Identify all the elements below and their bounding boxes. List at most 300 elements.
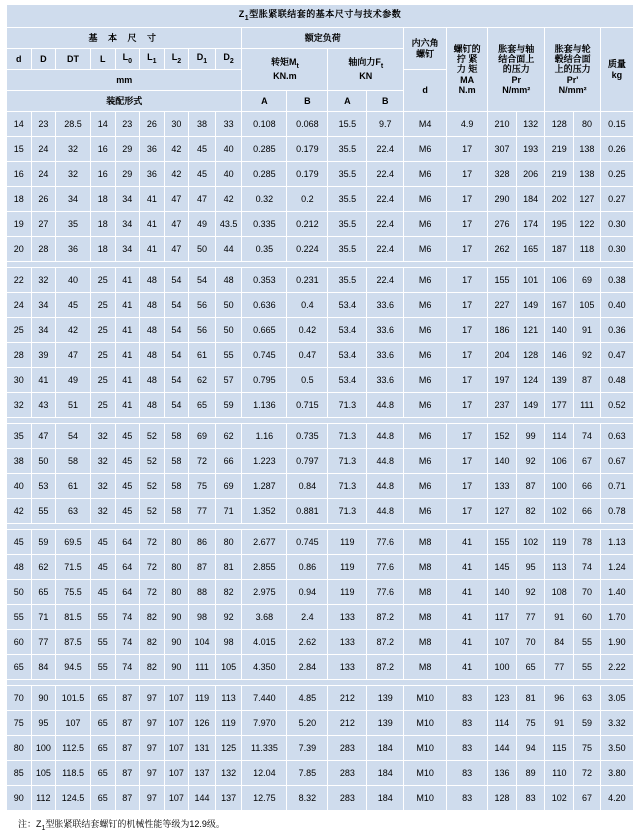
table-cell: 0.745: [242, 343, 287, 368]
table-cell: 58: [164, 474, 189, 499]
table-cell: 7.970: [242, 711, 287, 736]
table-cell: 0.52: [600, 393, 633, 418]
table-cell: M6: [404, 318, 447, 343]
table-cell: 144: [488, 736, 517, 761]
table-cell: 23: [115, 112, 140, 137]
table-cell: 71.5: [56, 555, 91, 580]
table-cell: 0.94: [287, 580, 328, 605]
table-cell: 0.30: [600, 212, 633, 237]
table-cell: 0.068: [287, 112, 328, 137]
table-cell: 38: [189, 112, 216, 137]
table-cell: 54: [164, 268, 189, 293]
table-cell: 78: [574, 530, 601, 555]
table-cell: 92: [215, 605, 242, 630]
table-cell: 1.40: [600, 580, 633, 605]
table-cell: 1.70: [600, 605, 633, 630]
table-cell: 74: [115, 630, 140, 655]
table-cell: 145: [488, 555, 517, 580]
table-cell: 54: [189, 268, 216, 293]
table-cell: 102: [545, 786, 574, 811]
table-row: [7, 212, 634, 237]
table-cell: 0.2: [287, 187, 328, 212]
table-cell: 127: [574, 187, 601, 212]
table-cell: 0.78: [600, 499, 633, 524]
table-cell: 77: [31, 630, 56, 655]
table-cell: 92: [574, 343, 601, 368]
table-cell: 29: [115, 137, 140, 162]
table-cell: 107: [164, 736, 189, 761]
table-cell: 28: [31, 237, 56, 262]
table-cell: 12.75: [242, 786, 287, 811]
table-cell: 18: [90, 187, 115, 212]
table-cell: 0.35: [242, 237, 287, 262]
table-cell: M8: [404, 555, 447, 580]
table-cell: 48: [140, 318, 165, 343]
table-cell: 35.5: [328, 187, 367, 212]
table-cell: 3.80: [600, 761, 633, 786]
table-cell: 283: [328, 736, 367, 761]
table-cell: 22.4: [367, 237, 404, 262]
table-cell: 77: [516, 605, 545, 630]
table-cell: 74: [574, 424, 601, 449]
table-cell: 49: [56, 368, 91, 393]
table-cell: 20: [7, 237, 32, 262]
header-mt-b: B: [287, 91, 328, 112]
table-cell: 17: [447, 162, 488, 187]
table-cell: 0.285: [242, 162, 287, 187]
table-cell: 41: [31, 368, 56, 393]
table-cell: 50: [189, 237, 216, 262]
table-cell: M6: [404, 343, 447, 368]
table-cell: 44.8: [367, 393, 404, 418]
table-cell: M10: [404, 686, 447, 711]
col-L2: $L_2$: [164, 49, 189, 70]
table-cell: 62: [215, 424, 242, 449]
table-cell: 11.335: [242, 736, 287, 761]
table-cell: 59: [215, 393, 242, 418]
table-cell: 63: [574, 686, 601, 711]
table-cell: 61: [56, 474, 91, 499]
table-cell: 71.3: [328, 474, 367, 499]
table-cell: 47: [164, 237, 189, 262]
table-cell: 87: [115, 761, 140, 786]
table-cell: 22.4: [367, 268, 404, 293]
table-cell: 87: [189, 555, 216, 580]
table-cell: 65: [90, 736, 115, 761]
table-cell: 125: [215, 736, 242, 761]
table-cell: 118.5: [56, 761, 91, 786]
table-cell: 34: [31, 318, 56, 343]
table-cell: 2.855: [242, 555, 287, 580]
table-cell: 55: [31, 499, 56, 524]
table-cell: 140: [488, 580, 517, 605]
table-cell: 69: [189, 424, 216, 449]
table-cell: M6: [404, 449, 447, 474]
table-cell: 50: [215, 318, 242, 343]
table-row: [7, 162, 634, 187]
table-cell: 83: [447, 711, 488, 736]
table-row: [7, 449, 634, 474]
table-cell: 36: [140, 162, 165, 187]
table-cell: 45: [90, 580, 115, 605]
table-cell: 25: [90, 318, 115, 343]
table-cell: 4.350: [242, 655, 287, 680]
table-cell: M6: [404, 474, 447, 499]
table-cell: 75: [516, 711, 545, 736]
table-cell: 90: [31, 686, 56, 711]
table-cell: 98: [215, 630, 242, 655]
table-cell: M10: [404, 736, 447, 761]
page-title: [7, 5, 634, 28]
table-cell: 1.136: [242, 393, 287, 418]
table-cell: 0.212: [287, 212, 328, 237]
table-cell: 42: [215, 187, 242, 212]
header-tightening-torque: 螺钉的 拧 紧 力 矩 MA N.m: [447, 28, 488, 112]
table-cell: 80: [7, 736, 32, 761]
table-cell: 0.38: [600, 268, 633, 293]
table-cell: 123: [488, 686, 517, 711]
table-cell: 133: [328, 630, 367, 655]
table-cell: 2.22: [600, 655, 633, 680]
table-cell: 47: [189, 187, 216, 212]
table-cell: 108: [545, 580, 574, 605]
table-cell: 71.3: [328, 499, 367, 524]
table-cell: 25: [7, 318, 32, 343]
table-cell: 45: [115, 499, 140, 524]
table-cell: 307: [488, 137, 517, 162]
unit-mm: mm: [7, 70, 242, 91]
table-cell: 0.47: [287, 343, 328, 368]
table-cell: 17: [447, 137, 488, 162]
table-row: [7, 499, 634, 524]
header-pressure-hub: 胀套与轮 毂结合面 上的压力 Pr' N/mm²: [545, 28, 600, 112]
table-cell: 75.5: [56, 580, 91, 605]
table-row: [7, 268, 634, 293]
table-cell: M10: [404, 786, 447, 811]
table-cell: 40: [7, 474, 32, 499]
table-cell: 0.63: [600, 424, 633, 449]
table-cell: 18: [90, 212, 115, 237]
table-cell: M6: [404, 268, 447, 293]
table-cell: 0.636: [242, 293, 287, 318]
table-cell: 72: [140, 580, 165, 605]
table-cell: 139: [367, 686, 404, 711]
table-row: [7, 786, 634, 811]
table-cell: 3.32: [600, 711, 633, 736]
table-cell: 17: [447, 187, 488, 212]
table-cell: 34: [115, 187, 140, 212]
table-cell: 227: [488, 293, 517, 318]
header-pressure-shaft: 胀套与轴 结合面上 的压力 Pr N/mm²: [488, 28, 545, 112]
table-cell: 0.797: [287, 449, 328, 474]
table-cell: 58: [56, 449, 91, 474]
table-cell: 74: [115, 605, 140, 630]
table-cell: 41: [115, 393, 140, 418]
table-cell: 80: [164, 580, 189, 605]
table-cell: 44.8: [367, 499, 404, 524]
table-cell: 32: [56, 137, 91, 162]
table-cell: 43.5: [215, 212, 242, 237]
table-cell: 186: [488, 318, 517, 343]
table-cell: 64: [115, 580, 140, 605]
table-cell: 283: [328, 761, 367, 786]
table-cell: 195: [545, 212, 574, 237]
table-cell: 65: [90, 761, 115, 786]
table-cell: 7.39: [287, 736, 328, 761]
header-basic-dims: 基 本 尺 寸: [7, 28, 242, 49]
table-cell: 63: [56, 499, 91, 524]
table-cell: 65: [7, 655, 32, 680]
table-cell: 184: [367, 786, 404, 811]
table-cell: 1.13: [600, 530, 633, 555]
table-cell: 97: [140, 686, 165, 711]
table-cell: 90: [164, 605, 189, 630]
table-cell: 47: [164, 212, 189, 237]
table-cell: 17: [447, 237, 488, 262]
table-cell: 41: [447, 630, 488, 655]
table-cell: 0.795: [242, 368, 287, 393]
table-cell: 72: [574, 761, 601, 786]
table-cell: 70: [516, 630, 545, 655]
col-L: L: [90, 49, 115, 70]
table-row: [7, 393, 634, 418]
table-row: [7, 686, 634, 711]
table-cell: 328: [488, 162, 517, 187]
table-cell: 139: [545, 368, 574, 393]
table-cell: 2.4: [287, 605, 328, 630]
table-cell: 105: [215, 655, 242, 680]
table-cell: 32: [90, 499, 115, 524]
table-cell: 90: [7, 786, 32, 811]
table-cell: 71.3: [328, 424, 367, 449]
header-axial-force-ft: 轴向力$F_t$ KN: [328, 49, 404, 91]
table-cell: 87.2: [367, 630, 404, 655]
table-cell: 206: [516, 162, 545, 187]
table-row: [7, 187, 634, 212]
table-cell: 140: [488, 449, 517, 474]
table-cell: 41: [447, 605, 488, 630]
table-cell: 41: [447, 530, 488, 555]
table-cell: 204: [488, 343, 517, 368]
table-cell: 44.8: [367, 449, 404, 474]
table-cell: 54: [56, 424, 91, 449]
table-cell: 90: [164, 655, 189, 680]
table-cell: 4.9: [447, 112, 488, 137]
table-cell: 28.5: [56, 112, 91, 137]
header-screw-d: d: [404, 70, 447, 112]
table-cell: 15: [7, 137, 32, 162]
table-cell: 24: [31, 162, 56, 187]
table-cell: 1.287: [242, 474, 287, 499]
table-cell: 84: [545, 630, 574, 655]
table-cell: 42: [56, 318, 91, 343]
table-cell: 33.6: [367, 368, 404, 393]
document-page: [0, 4, 640, 832]
table-cell: 83: [516, 786, 545, 811]
table-cell: 35: [7, 424, 32, 449]
table-cell: 26: [31, 187, 56, 212]
table-row: [7, 711, 634, 736]
table-cell: 62: [189, 368, 216, 393]
table-cell: 262: [488, 237, 517, 262]
table-cell: 27: [31, 212, 56, 237]
table-cell: 28: [7, 343, 32, 368]
table-cell: 67: [574, 449, 601, 474]
table-cell: 17: [447, 474, 488, 499]
table-cell: 0.30: [600, 237, 633, 262]
table-cell: 35.5: [328, 137, 367, 162]
table-cell: 149: [516, 393, 545, 418]
table-cell: 51: [56, 393, 91, 418]
table-cell: 70: [7, 686, 32, 711]
table-cell: 33.6: [367, 318, 404, 343]
table-cell: 26: [140, 112, 165, 137]
assembly-form: 装配形式: [7, 91, 242, 112]
table-cell: 115: [545, 736, 574, 761]
table-cell: 100: [488, 655, 517, 680]
table-cell: 74: [115, 655, 140, 680]
table-cell: 66: [215, 449, 242, 474]
table-cell: 127: [488, 499, 517, 524]
table-cell: 83: [447, 761, 488, 786]
table-cell: 48: [215, 268, 242, 293]
table-cell: 42: [164, 162, 189, 187]
table-cell: 54: [164, 343, 189, 368]
table-cell: 32: [90, 424, 115, 449]
table-cell: 88: [189, 580, 216, 605]
table-cell: 187: [545, 237, 574, 262]
table-cell: 77.6: [367, 555, 404, 580]
table-cell: 41: [115, 368, 140, 393]
table-cell: 43: [31, 393, 56, 418]
table-cell: 82: [516, 499, 545, 524]
table-cell: 0.231: [287, 268, 328, 293]
table-cell: 0.665: [242, 318, 287, 343]
table-cell: 32: [7, 393, 32, 418]
table-cell: 71.3: [328, 393, 367, 418]
table-cell: 132: [516, 112, 545, 137]
table-cell: 45: [115, 474, 140, 499]
table-cell: 54: [164, 393, 189, 418]
table-cell: 74: [574, 555, 601, 580]
table-cell: 41: [447, 580, 488, 605]
table-cell: 87.2: [367, 605, 404, 630]
table-cell: 64: [115, 555, 140, 580]
table-cell: 0.715: [287, 393, 328, 418]
table-cell: 94.5: [56, 655, 91, 680]
table-cell: 126: [189, 711, 216, 736]
table-cell: 0.4: [287, 293, 328, 318]
table-cell: 54: [164, 318, 189, 343]
table-row: [7, 137, 634, 162]
table-cell: 23: [31, 112, 56, 137]
table-cell: 62: [31, 555, 56, 580]
table-cell: 237: [488, 393, 517, 418]
table-cell: 25: [90, 368, 115, 393]
table-cell: 0.179: [287, 137, 328, 162]
table-cell: 1.90: [600, 630, 633, 655]
table-cell: 97: [140, 761, 165, 786]
table-cell: 41: [140, 212, 165, 237]
header-mass: 质量 kg: [600, 28, 633, 112]
table-cell: 15.5: [328, 112, 367, 137]
table-cell: 97: [140, 786, 165, 811]
table-cell: 41: [140, 187, 165, 212]
header-group-row: [7, 28, 634, 49]
table-row: [7, 555, 634, 580]
table-cell: 95: [31, 711, 56, 736]
title-sub: 1: [244, 14, 250, 22]
table-cell: 77.6: [367, 530, 404, 555]
table-cell: 75: [189, 474, 216, 499]
table-cell: 146: [545, 343, 574, 368]
table-row: [7, 368, 634, 393]
table-cell: 53.4: [328, 343, 367, 368]
table-cell: 3.05: [600, 686, 633, 711]
table-cell: 122: [574, 212, 601, 237]
col-D: D: [31, 49, 56, 70]
table-cell: M6: [404, 368, 447, 393]
col-D2: $D_2$: [215, 49, 242, 70]
table-row: [7, 630, 634, 655]
table-cell: 87: [115, 786, 140, 811]
table-cell: 49: [189, 212, 216, 237]
table-cell: 75: [7, 711, 32, 736]
table-cell: 55: [90, 605, 115, 630]
table-cell: 16: [7, 162, 32, 187]
table-cell: 64: [115, 530, 140, 555]
table-cell: 4.20: [600, 786, 633, 811]
table-cell: 105: [574, 293, 601, 318]
table-cell: 17: [447, 424, 488, 449]
table-cell: 119: [215, 711, 242, 736]
table-cell: 4.85: [287, 686, 328, 711]
table-cell: 184: [516, 187, 545, 212]
table-cell: 138: [574, 137, 601, 162]
table-cell: 0.67: [600, 449, 633, 474]
table-cell: 81.5: [56, 605, 91, 630]
table-cell: 54: [164, 368, 189, 393]
col-d: d: [7, 49, 32, 70]
table-cell: 55: [90, 655, 115, 680]
table-cell: 72: [140, 555, 165, 580]
table-cell: 25: [90, 343, 115, 368]
table-cell: 0.86: [287, 555, 328, 580]
table-cell: 0.25: [600, 162, 633, 187]
table-cell: 47: [56, 343, 91, 368]
table-cell: 22.4: [367, 212, 404, 237]
table-cell: 53.4: [328, 318, 367, 343]
table-cell: 83: [447, 686, 488, 711]
table-cell: M4: [404, 112, 447, 137]
table-cell: 155: [488, 268, 517, 293]
table-cell: 119: [189, 686, 216, 711]
table-cell: 25: [90, 293, 115, 318]
title-rest: 型胀紧联结套的基本尺寸与技术参数: [249, 9, 402, 20]
table-cell: 40: [56, 268, 91, 293]
table-cell: 19: [7, 212, 32, 237]
table-cell: 22: [7, 268, 32, 293]
table-cell: 48: [140, 343, 165, 368]
table-cell: 72: [140, 530, 165, 555]
table-cell: 2.677: [242, 530, 287, 555]
table-cell: 32: [90, 449, 115, 474]
table-cell: 0.881: [287, 499, 328, 524]
table-cell: 60: [574, 605, 601, 630]
table-cell: 58: [164, 424, 189, 449]
table-cell: 53.4: [328, 368, 367, 393]
table-cell: 83: [447, 786, 488, 811]
